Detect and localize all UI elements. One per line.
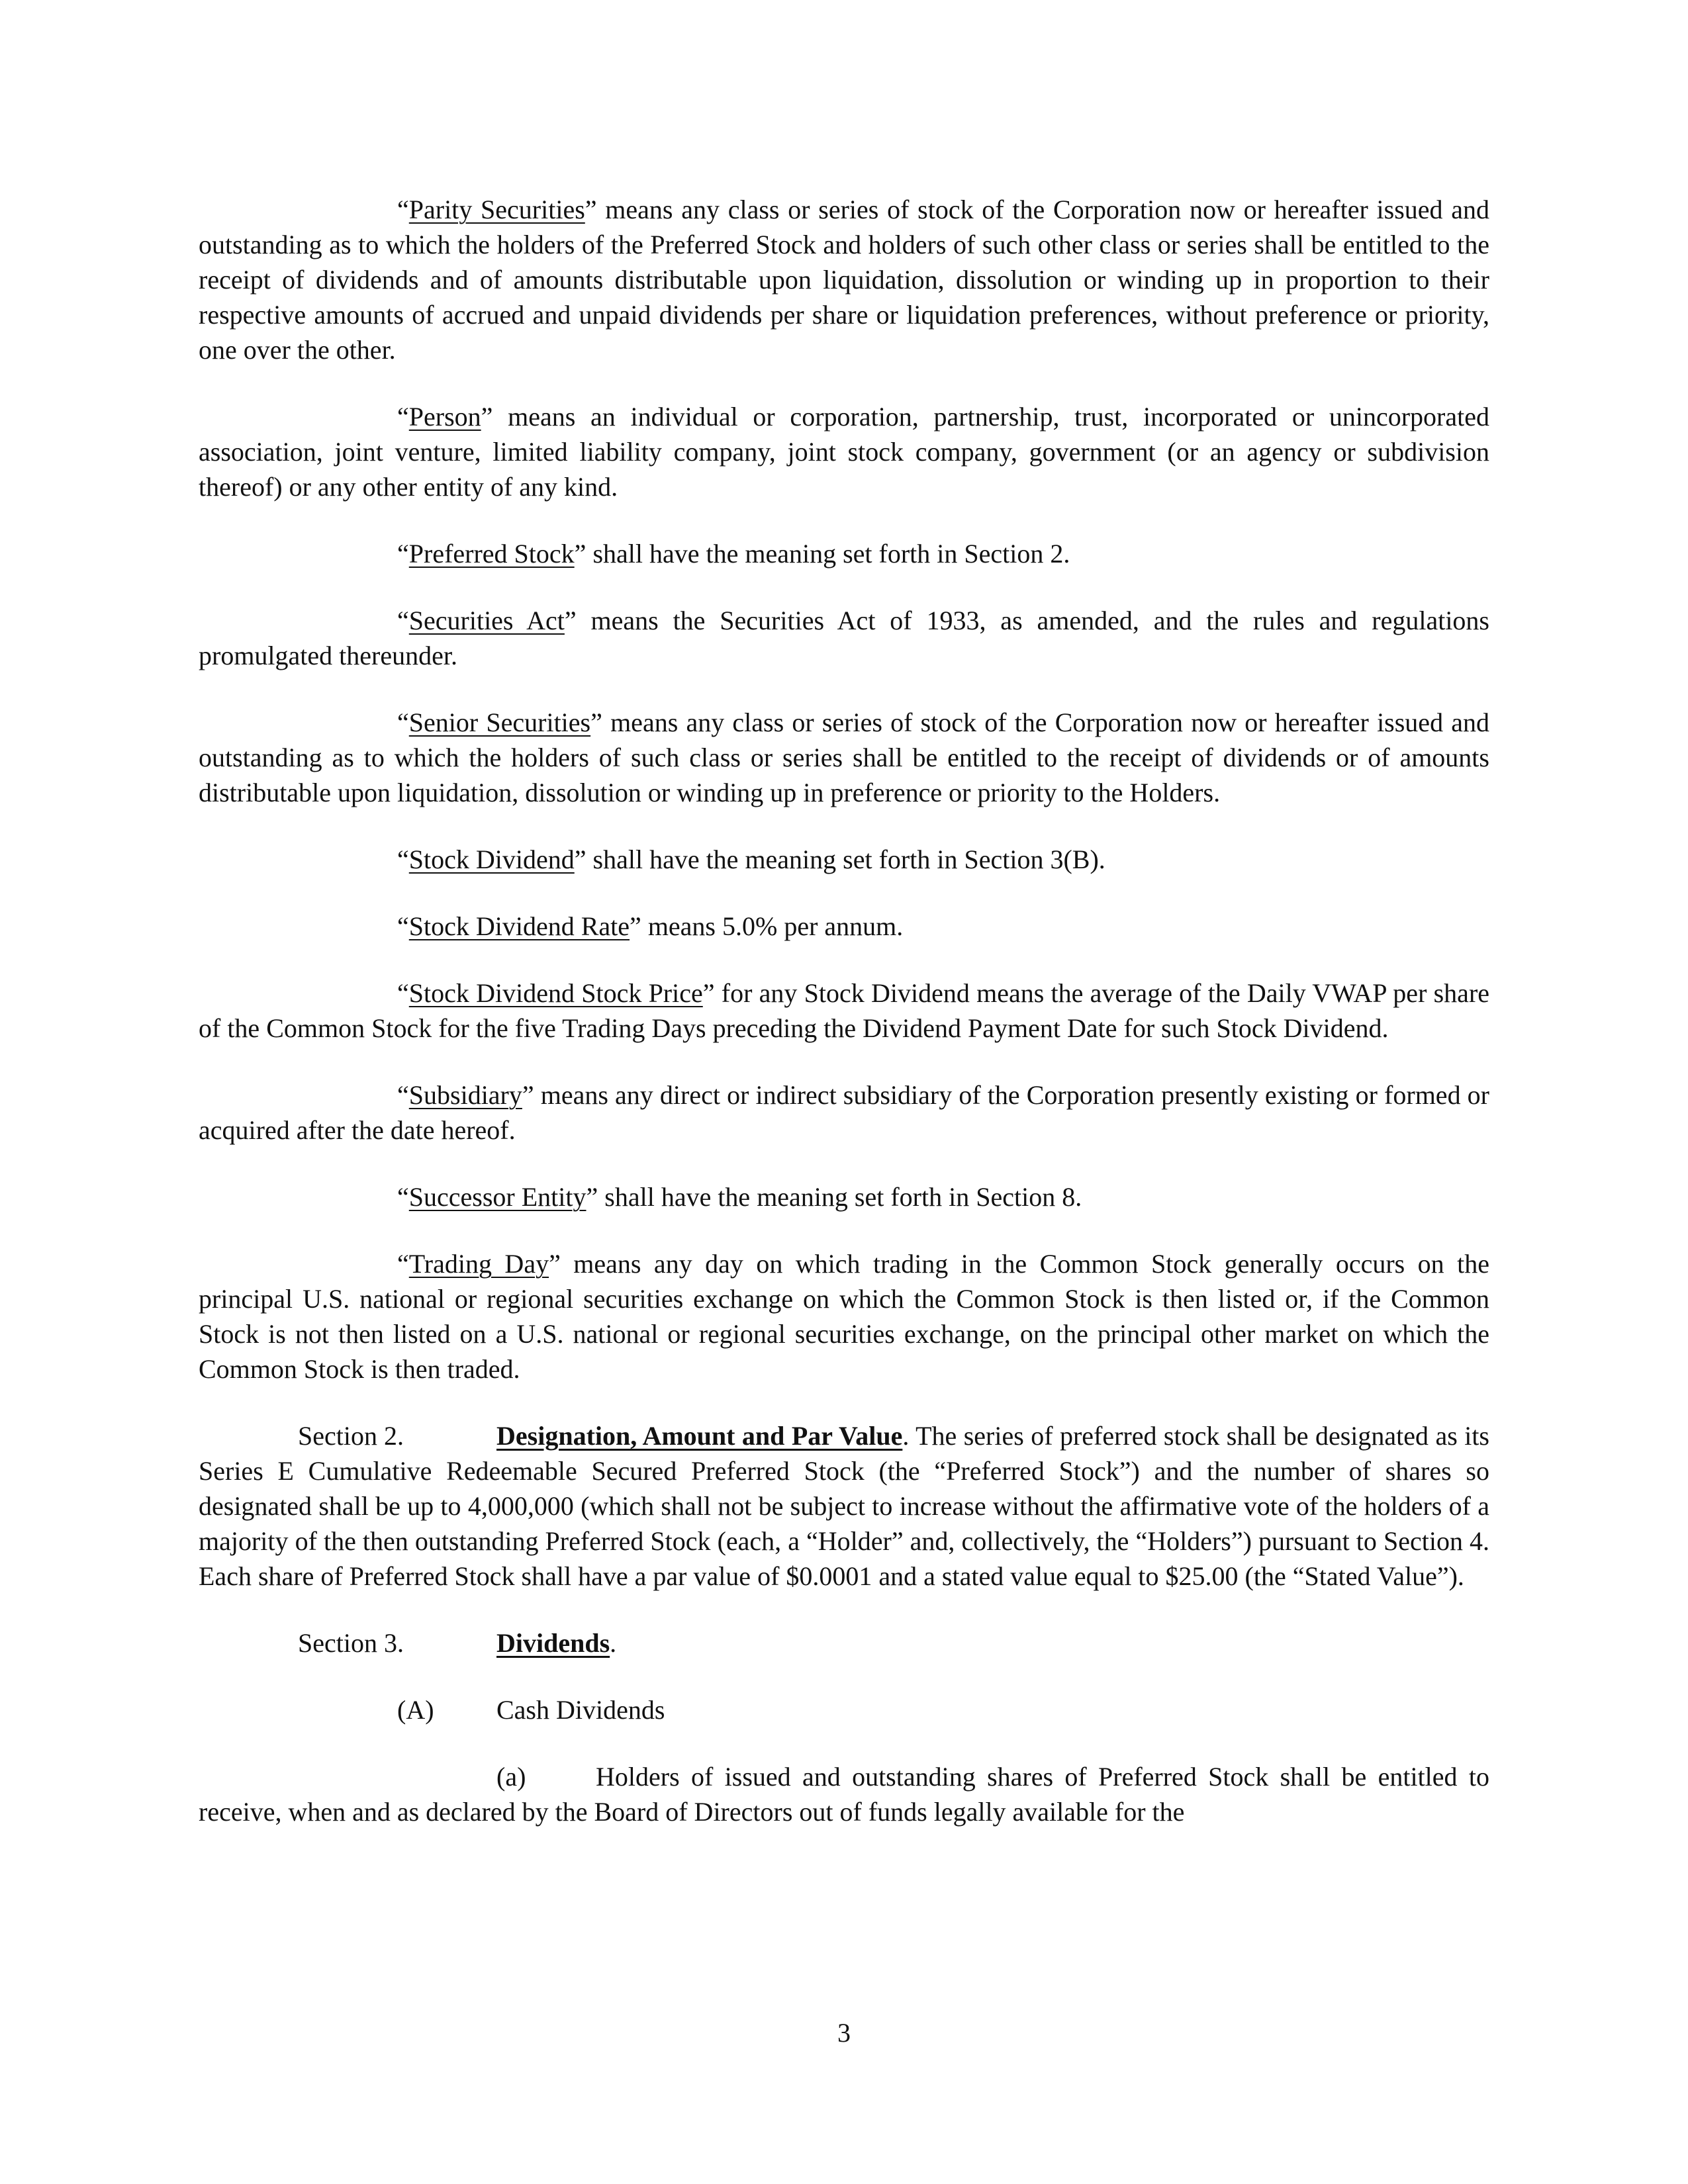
- subsection-a-tag: (A): [397, 1695, 434, 1725]
- subsection-a: [199, 1692, 1489, 1727]
- definition-text: means the Securities Act of 1933, as amended, and the rules and regulations promulgated thereunder.: [199, 606, 1490, 670]
- definition-preferred-stock: “Preferred Stock” shall have the meaning set forth in Section 2.: [397, 539, 1070, 569]
- definition-stock-dividend: “Stock Dividend” shall have the meaning set forth in Section 3(B).: [397, 844, 1105, 874]
- definition-senior-securities: “Senior Securities” means any class or series of stock of the Corporation now or hereafter issued and outstanding as to which the holders of such class or series shall be entitled to the receipt of dividends or of amounts distributable upon liquidation, dissolution or winding up in preference or priority to the Holders.: [199, 707, 1489, 807]
- section-3: Section 3. Dividends.: [199, 1625, 1489, 1661]
- section-3-heading: Dividends: [496, 1628, 610, 1658]
- defined-term: Trading Day: [408, 1249, 549, 1279]
- definition-trading-day: “Trading Day” means any day on which trading in the Common Stock generally occurs on the principal U.S. national or regional securities exchange on which the Common Stock is then listed or, if the Common Stock is not then listed on a U.S. national or regional securities exchange, on the principal other market on which the Common Stock is then traded.: [199, 1249, 1489, 1384]
- section-3-label: Section 3.: [298, 1628, 404, 1658]
- definition-successor-entity: “Successor Entity” shall have the meaning set forth in Section 8.: [397, 1182, 1082, 1212]
- definition-text: means any direct or indirect subsidiary of the Corporation presently existing or formed or acquired after the date hereof.: [199, 1080, 1489, 1145]
- section-2-heading: Designation, Amount and Par Value: [496, 1421, 903, 1451]
- defined-term: Subsidiary: [408, 1080, 522, 1110]
- item-a-tag: (a): [496, 1762, 526, 1792]
- definition-text: means any class or series of stock of the Corporation now or hereafter issued and outstanding as to which the holders of such class or series shall be entitled to the receipt of dividends or of amounts distributable upon liquidation, dissolution or winding up in preference or priority to the Holders.: [199, 707, 1489, 807]
- definition-securities-act: “Securities Act” means the Securities Act of 1933, as amended, and the rules and regulations promulgated thereunder.: [199, 606, 1490, 670]
- defined-term: Person: [408, 402, 481, 432]
- defined-term: Stock Dividend Rate: [408, 911, 630, 941]
- definition-subsidiary: “Subsidiary” means any direct or indirect subsidiary of the Corporation presently existing or formed or acquired after the date hereof.: [199, 1080, 1489, 1145]
- defined-term: Stock Dividend Stock Price: [408, 978, 703, 1008]
- document-page: [199, 192, 1489, 1861]
- defined-term: Parity Securities: [408, 195, 585, 224]
- page-number: 3: [837, 2018, 851, 2048]
- definition-text: for any Stock Dividend means the average of the Daily VWAP per share of the Common Stock for the five Trading Days preceding the Dividend Payment Date for such Stock Dividend.: [199, 978, 1490, 1043]
- definition-text: shall have the meaning set forth in Section 2.: [586, 539, 1070, 569]
- definition-text: shall have the meaning set forth in Section 3(B).: [586, 844, 1105, 874]
- definition-text: shall have the meaning set forth in Section 8.: [598, 1182, 1082, 1212]
- section-2-body: The series of preferred stock shall be designated as its Series E Cumulative Redeemable Secured Preferred Stock (the “Preferred Stock”) and the number of shares so designated shall be up to 4,000,000 (which shall not be subject to increase without the affirmative vote of the holders of a majority of the then outstanding Preferred Stock (each, a “Holder” and, collectively, the “Holders”) pursuant to Section 4. Each share of Preferred Stock shall have a par value of $0.0001 and a stated value equal to $25.00 (the “Stated Value”).: [199, 1421, 1489, 1591]
- defined-term: Preferred Stock: [408, 539, 575, 569]
- definition-text: means an individual or corporation, partnership, trust, incorporated or unincorporated association, joint venture, limited liability company, joint stock company, government (or an agency or subdivision thereof) or any other entity of any kind.: [199, 402, 1489, 502]
- definition-text: means any day on which trading in the Common Stock generally occurs on the principal U.S. national or regional securities exchange on which the Common Stock is then listed or, if the Common Stock is not then listed on a U.S. national or regional securities exchange, on the principal other market on which the Common Stock is then traded.: [199, 1249, 1489, 1384]
- definition-stock-dividend-rate: “Stock Dividend Rate” means 5.0% per annum.: [397, 911, 904, 941]
- definition-stock-dividend-stock-price: “Stock Dividend Stock Price” for any Stock Dividend means the average of the Daily VWAP per share of the Common Stock for the five Trading Days preceding the Dividend Payment Date for such Stock Dividend.: [199, 978, 1490, 1043]
- definition-parity-securities: “Parity Securities” means any class or series of stock of the Corporation now or hereafter issued and outstanding as to which the holders of the Preferred Stock and holders of such other class or series shall be entitled to the receipt of dividends and of amounts distributable upon liquidation, dissolution or winding up in proportion to their respective amounts of accrued and unpaid dividends per share or liquidation preferences, without preference or priority, one over the other.: [199, 195, 1490, 365]
- defined-term: Senior Securities: [408, 707, 591, 737]
- item-a: [199, 1759, 1489, 1829]
- definition-text: means 5.0% per annum.: [641, 911, 904, 941]
- defined-term: Stock Dividend: [408, 844, 575, 874]
- item-a-text: Holders of issued and outstanding shares of Preferred Stock shall be entitled to receive, when and as declared by the Board of Directors out of funds legally available for the: [199, 1762, 1489, 1827]
- defined-term: Successor Entity: [408, 1182, 586, 1212]
- definition-text: means any class or series of stock of the Corporation now or hereafter issued and outstanding as to which the holders of the Preferred Stock and holders of such other class or series shall be entitled to the receipt of dividends and of amounts distributable upon liquidation, dissolution or winding up in proportion to their respective amounts of accrued and unpaid dividends per share or liquidation preferences, without preference or priority, one over the other.: [199, 195, 1490, 365]
- section-2-label: Section 2.: [298, 1421, 404, 1451]
- definition-person: “Person” means an individual or corporation, partnership, trust, incorporated or unincorporated association, joint venture, limited liability company, joint stock company, government (or an agency or subdivision thereof) or any other entity of any kind.: [199, 402, 1489, 502]
- subsection-a-title: Cash Dividends: [496, 1695, 665, 1725]
- section-2: Section 2. Designation, Amount and Par Value. The series of preferred stock shall be designated as its Series E Cumulative Redeemable Secured Preferred Stock (the “Preferred Stock”) and the number of shares so designated shall be up to 4,000,000 (which shall not be subject to increase without the affirmative vote of the holders of a majority of the then outstanding Preferred Stock (each, a “Holder” and, collectively, the “Holders”) pursuant to Section 4. Each share of Preferred Stock shall have a par value of $0.0001 and a stated value equal to $25.00 (the “Stated Value”).: [199, 1418, 1489, 1594]
- defined-term: Securities Act: [408, 606, 565, 635]
- definitions-list: [199, 192, 1489, 1387]
